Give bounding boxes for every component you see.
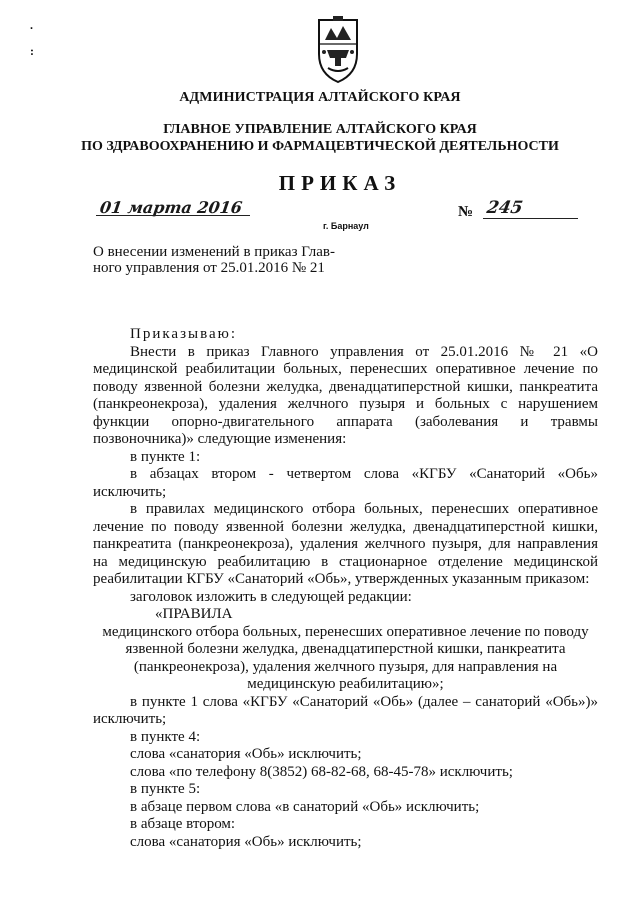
handwritten-number: 245 (485, 198, 525, 218)
paragraph-3: в абзацах втором - четвертом слова «КГБУ «Санаторий «Обь» исключить; (93, 466, 598, 500)
rules-heading: «ПРАВИЛА (155, 606, 233, 622)
paragraph-6: в пункте 1 слова «КГБУ «Санаторий «Обь» (далее – санаторий «Обь»)» исключить; (93, 693, 598, 727)
paragraph-9: слова «по телефону 8(3852) 68-82-68, 68-45-78» исключить; (130, 763, 513, 780)
paragraph-13: слова «санатория «Обь» исключить; (130, 833, 362, 850)
paragraph-12: в абзаце втором: (130, 816, 236, 832)
department-line-2: ПО ЗДРАВООХРАНЕНИЮ И ФАРМАЦЕВТИЧЕСКОЙ ДЕЯТЕЛЬНОСТИ (81, 139, 559, 154)
paragraph-10: в пункте 5: (130, 781, 201, 797)
handwritten-date: 01 марта 2016 (98, 198, 244, 217)
department-line-1: ГЛАВНОЕ УПРАВЛЕНИЕ АЛТАЙСКОГО КРАЯ (163, 122, 477, 137)
city-name: г. Барнаул (323, 221, 369, 231)
paragraph-5: заголовок изложить в следующей редакции: (130, 588, 412, 605)
organization-name: АДМИНИСТРАЦИЯ АЛТАЙСКОГО КРАЯ (179, 90, 461, 105)
subject-line-2: ного управления от 25.01.2016 № 21 (93, 260, 325, 276)
order-body (93, 326, 598, 851)
margin-mark-1: . (30, 18, 33, 32)
number-label: № (458, 204, 474, 220)
margin-marks (30, 18, 34, 58)
paragraph-2: в пункте 1: (130, 448, 201, 465)
department-name (0, 121, 640, 155)
paragraph-8: слова «санатория «Обь» исключить; (130, 746, 362, 762)
paragraph-4: в правилах медицинского отбора больных, перенесших оперативное лечение по поводу язвенной болезни желудка, двенадцатиперстной кишки, панкреатита (панкреонекроза), удаления желчного пузыря, для направления на медицинскую реабилитацию в стационарное отделение медицинской реабилитации КГБУ «Санаторий «Обь», утвержденных указанным приказом: (93, 501, 598, 587)
paragraph-1: Внести в приказ Главного управления от 25.01.2016 № 21 «О медицинской реабилитации больных, перенесших оперативное лечение по поводу язвенной болезни желудка, двенадцатиперстной кишки, панкреатита (панкреонекроза), удаления желчного пузыря и больных с нарушением функции опорно-двигательного аппарата (заболевания и травмы позвоночника)» следующие изменения: (93, 343, 598, 447)
rules-text: медицинского отбора больных, перенесших оперативное лечение по поводу язвенной болезни желудка, двенадцатиперстной кишки, панкреатита (панкреонекроза), удаления желчного пузыря, для направления на медицинскую реабилитацию»; (102, 623, 589, 692)
margin-mark-2: : (30, 44, 34, 58)
document-type-title: ПРИКАЗ (278, 171, 402, 195)
subject-line-1: О внесении изменений в приказ Глав- (93, 244, 336, 260)
order-word: Приказываю: (130, 326, 237, 342)
paragraph-11: в абзаце первом слова «в санаторий «Обь» исключить; (130, 798, 480, 815)
order-subject (93, 244, 353, 276)
paragraph-7: в пункте 4: (130, 728, 201, 745)
date-underline (96, 215, 250, 216)
number-underline (483, 218, 578, 219)
altai-krai-emblem-icon (313, 14, 363, 86)
